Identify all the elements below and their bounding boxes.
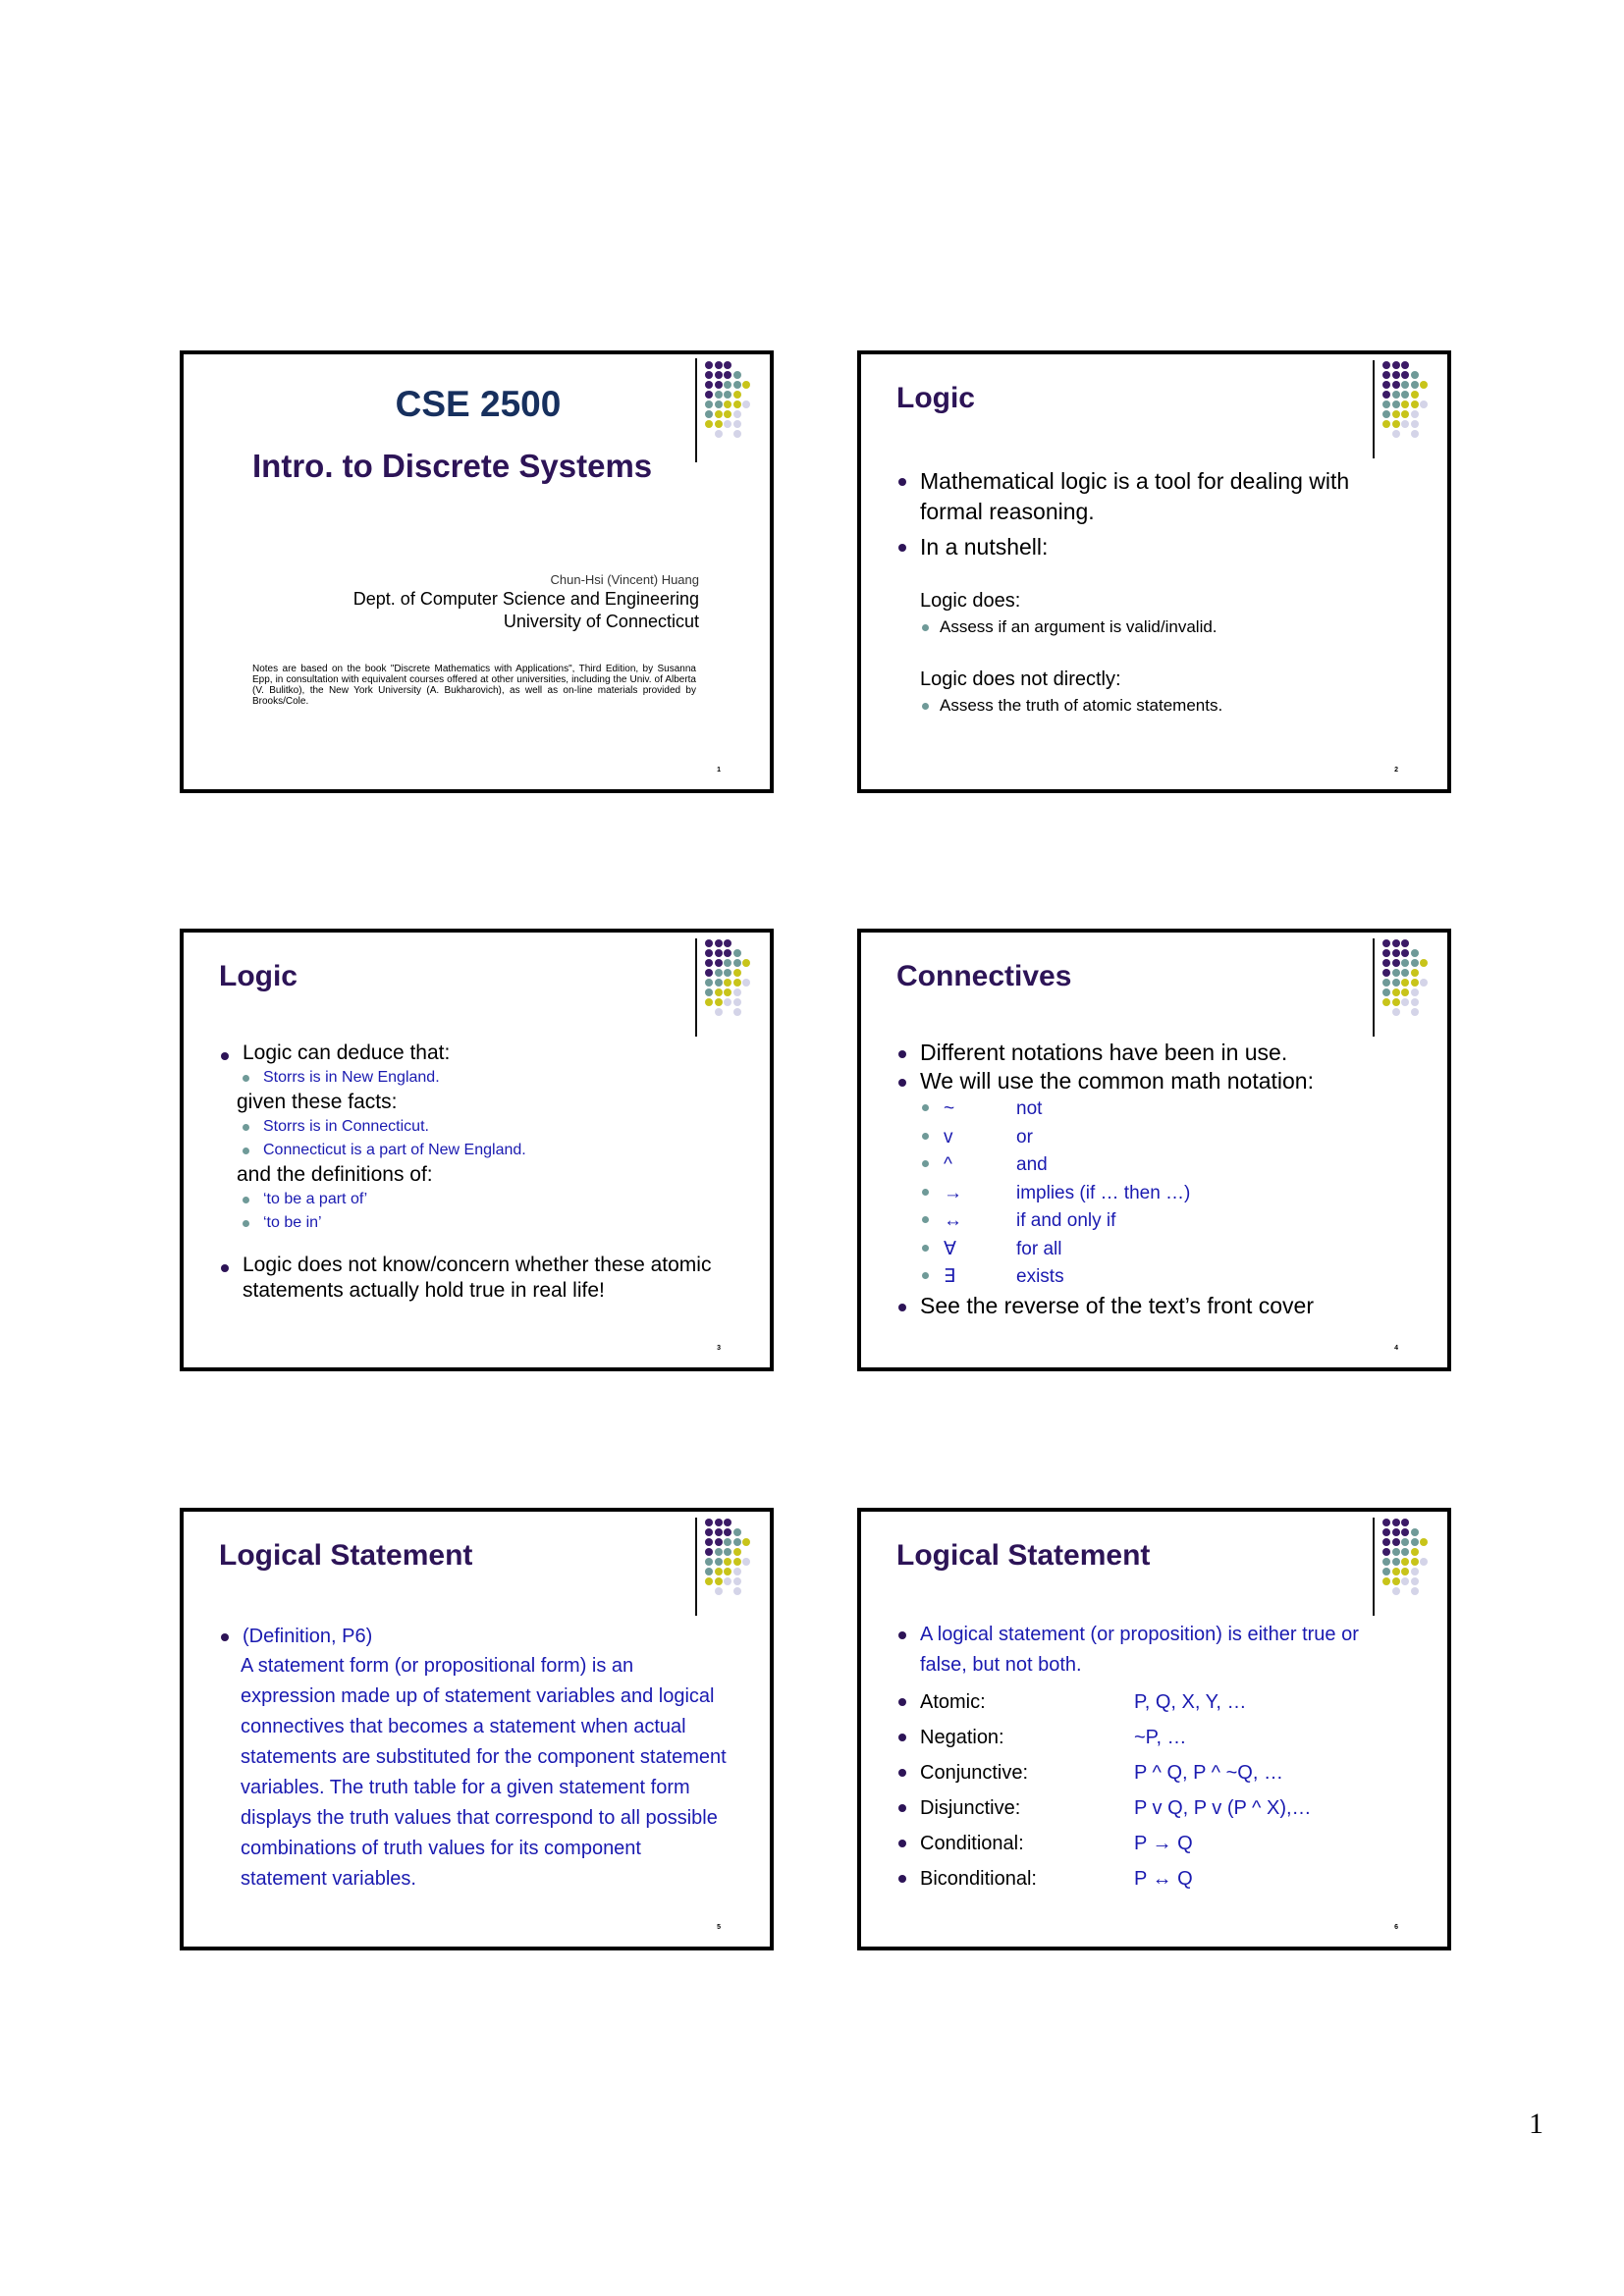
slide-4 [857,929,1451,1371]
decor-dot [733,371,741,379]
decor-dot [1401,420,1409,428]
decor-dot [715,430,723,438]
decor-dot [1382,939,1390,947]
decor-dot [1382,1548,1390,1556]
page-number: 1 [1529,2108,1543,2140]
sub-bullet: Assess the truth of atomic statements. [896,694,1408,718]
decor-dot [1411,979,1419,987]
decor-dot [742,959,750,967]
decor-dot [1392,430,1400,438]
decor-dot [1392,371,1400,379]
sub-bullet: Storrs is in Connecticut. [219,1115,731,1139]
connective-item [896,1095,1408,1124]
decor-dot [724,1548,731,1556]
decor-dot [1401,1519,1409,1526]
decor-dot [1411,391,1419,399]
decor-dot [1401,391,1409,399]
decor-dot [705,988,713,996]
decor-dot [1382,391,1390,399]
decor-dot [705,959,713,967]
connective-meaning: and [1016,1154,1048,1175]
decor-dot [1411,1587,1419,1595]
decor-dot [733,410,741,418]
decor-dot [1382,410,1390,418]
decor-dot [1411,381,1419,389]
decor-dot [1401,410,1409,418]
decor-dot [715,1548,723,1556]
decor-dot [1401,1528,1409,1536]
decor-dot [1401,979,1409,987]
decor-dot [715,1568,723,1575]
decor-dot [715,959,723,967]
decor-dot [705,979,713,987]
decor-dot [715,979,723,987]
decor-dot [724,1519,731,1526]
decor-dot [1382,988,1390,996]
decor-divider [1373,1518,1375,1616]
decor-dot [705,410,713,418]
statement-type-label: Negation: [920,1727,1004,1748]
decor-dot [724,400,731,408]
decor-dot [1382,381,1390,389]
decor-dot [715,1587,723,1595]
subheading: Logic does: [920,590,1021,612]
decor-dot [715,1519,723,1526]
statement-type-label: Conditional: [920,1833,1024,1854]
connective-symbol: v [944,1126,953,1148]
decor-dot [1382,1528,1390,1536]
decor-dot [705,969,713,977]
decor-divider [1373,938,1375,1037]
decor-dot [705,949,713,957]
decor-dot [733,1568,741,1575]
decor-dot [705,1548,713,1556]
connective-symbol: ^ [944,1154,952,1175]
connective-meaning: or [1016,1126,1033,1148]
decor-dot [1401,1548,1409,1556]
decor-dot [1401,988,1409,996]
decor-dot [1392,1008,1400,1016]
decor-dot [1392,1538,1400,1546]
decor-divider [695,358,697,462]
decor-dot [733,1548,741,1556]
connectives-list [896,1095,1408,1292]
decor-dot [742,381,750,389]
statement-type-label: Disjunctive: [920,1797,1021,1819]
decor-dot [1411,1558,1419,1566]
decor-dot [1382,1538,1390,1546]
decor-dot [1401,1538,1409,1546]
decor-dot [715,1528,723,1536]
decor-dot [1420,1558,1428,1566]
statement-type-row [896,1826,1408,1861]
decor-dot [1382,949,1390,957]
decor-dot [724,959,731,967]
decor-dot [1392,410,1400,418]
decor-dot [742,400,750,408]
decor-dot [715,361,723,369]
decor-dot [1382,1577,1390,1585]
decor-dot [1401,959,1409,967]
decor-dot [1392,1519,1400,1526]
decor-dot [1401,939,1409,947]
decor-divider [695,938,697,1037]
decor-dot [705,400,713,408]
decor-dot [1401,1577,1409,1585]
statement-type-example: P ↔ Q [1134,1868,1193,1890]
connective-symbol: ↔ [944,1210,962,1231]
decor-dot [715,410,723,418]
statement-type-example: P, Q, X, Y, … [1134,1691,1247,1713]
subheading: Logic does not directly: [920,668,1121,690]
decor-dot [1420,1538,1428,1546]
decor-dot [724,939,731,947]
decor-dot [705,420,713,428]
decor-dot [733,420,741,428]
slide-2 [857,350,1451,793]
decor-dot [715,949,723,957]
slide-5 [180,1508,774,1950]
decor-dot [733,430,741,438]
decor-dot [724,371,731,379]
definition-text: A statement form (or propositional form) is an expression made up of statement variables and logical connectives that becomes a statement when actual statements are substituted for the component statement variables. The truth table for a given statement form displays the truth values that correspond to all possible combinations of truth values for its component statement variables. [241,1655,727,1890]
subheading: and the definitions of: [237,1163,433,1186]
decor-dot [705,361,713,369]
decor-dot [1411,420,1419,428]
connective-symbol: ∀ [944,1238,956,1259]
decor-dot [724,381,731,389]
decor-dot [715,988,723,996]
decor-dot [1420,979,1428,987]
decor-dot [715,1558,723,1566]
slide-title: Logical Statement [896,1539,1151,1572]
connective-meaning: not [1016,1098,1043,1119]
slide-number: 4 [1394,1345,1398,1352]
decor-dot [1411,1568,1419,1575]
decor-dot [1382,371,1390,379]
decor-dot [715,969,723,977]
decor-dot [733,1538,741,1546]
course-title: Intro. to Discrete Systems [252,448,653,484]
connective-item [896,1180,1408,1208]
decor-dot [1392,1548,1400,1556]
connective-symbol: → [944,1182,962,1203]
bullet: Different notations have been in use. [896,1039,1408,1067]
statement-type-row [896,1755,1408,1790]
decor-dot [1401,381,1409,389]
dots-decoration-icon [1382,939,1432,1018]
decor-dot [733,381,741,389]
decor-dot [733,1008,741,1016]
decor-dot [1382,959,1390,967]
slide-body [896,1620,1408,1896]
notes: Notes are based on the book "Discrete Mathematics with Applications", Third Edition, by Susanna Epp, in consultation with equivalent courses offered at other universities, including the Univ. of Alberta (V. Bulitko), the New York University (A. Bukharovich), as well as on-line materials provided by Brooks/Cole. [252,664,696,707]
decor-dot [1411,400,1419,408]
decor-dot [705,1558,713,1566]
decor-dot [715,371,723,379]
connective-meaning: if and only if [1016,1210,1116,1231]
decor-dot [1382,979,1390,987]
decor-dot [1411,1008,1419,1016]
decor-dot [1420,381,1428,389]
decor-dot [1392,979,1400,987]
decor-dot [1392,939,1400,947]
decor-dot [1392,969,1400,977]
statement-type-label: Atomic: [920,1691,986,1713]
bullet: Logic does not know/concern whether these atomic statements actually hold true in real life! [219,1253,731,1304]
decor-dot [1411,998,1419,1006]
statement-type-example: P → Q [1134,1833,1193,1854]
dots-decoration-icon [705,939,754,1018]
decor-dot [715,400,723,408]
decor-dot [715,1577,723,1585]
decor-dot [742,1538,750,1546]
decor-dot [1382,998,1390,1006]
decor-dot [1411,1528,1419,1536]
slide-body [896,1039,1408,1320]
decor-dot [1392,391,1400,399]
decor-dot [715,998,723,1006]
decor-dot [705,1568,713,1575]
statement-type-label: Biconditional: [920,1868,1037,1890]
sub-bullet: Assess if an argument is valid/invalid. [896,615,1408,639]
slide-3 [180,929,774,1371]
decor-dot [1392,420,1400,428]
bullet: Logic can deduce that: [219,1041,731,1066]
decor-dot [705,1577,713,1585]
course-code: CSE 2500 [395,384,562,424]
decor-dot [705,1528,713,1536]
decor-dot [705,371,713,379]
decor-dot [724,988,731,996]
decor-dot [705,391,713,399]
decor-dot [705,1538,713,1546]
decor-dot [724,1538,731,1546]
decor-dot [1382,1568,1390,1575]
decor-dot [1411,988,1419,996]
decor-dot [742,1558,750,1566]
decor-dot [1392,381,1400,389]
decor-dot [733,1587,741,1595]
slide-title: Logic [896,382,975,414]
decor-dot [1392,949,1400,957]
decor-dot [705,939,713,947]
decor-dot [724,420,731,428]
decor-dot [1411,1548,1419,1556]
decor-dot [1382,420,1390,428]
affiliation [353,588,699,633]
decor-dot [724,391,731,399]
decor-dot [1382,1519,1390,1526]
decor-dot [724,949,731,957]
bullet: We will use the common math notation: [896,1067,1408,1095]
decor-dot [1392,959,1400,967]
decor-dot [733,391,741,399]
statement-type-label: Conjunctive: [920,1762,1029,1784]
decor-dot [733,1528,741,1536]
decor-dot [1411,1538,1419,1546]
subheading: given these facts: [237,1091,398,1113]
connective-item [896,1263,1408,1292]
decor-dot [1401,1568,1409,1575]
decor-dot [1382,1558,1390,1566]
sub-bullet: Connecticut is a part of New England. [219,1139,731,1162]
decor-dot [733,1558,741,1566]
decor-dot [724,979,731,987]
decor-dot [1392,988,1400,996]
sub-bullet: ‘to be in’ [219,1211,731,1235]
department: Dept. of Computer Science and Engineering [352,589,699,609]
decor-dot [733,988,741,996]
decor-dot [705,1519,713,1526]
decor-dot [733,959,741,967]
decor-dot [1392,361,1400,369]
bullet: In a nutshell: [896,532,1408,562]
dots-decoration-icon [1382,1519,1432,1597]
decor-dot [1411,949,1419,957]
connective-item [896,1151,1408,1180]
statement-type-row [896,1861,1408,1896]
connective-symbol: ~ [944,1098,955,1119]
slide-title: Connectives [896,960,1072,992]
decor-dot [733,400,741,408]
connective-meaning: exists [1016,1266,1064,1287]
decor-dot [1411,1577,1419,1585]
decor-dot [724,1528,731,1536]
decor-dot [1392,400,1400,408]
decor-dot [733,998,741,1006]
decor-dot [1411,371,1419,379]
connective-item [896,1207,1408,1236]
decor-dot [724,998,731,1006]
decor-dot [724,1568,731,1575]
author: Chun-Hsi (Vincent) Huang [550,572,699,587]
decor-dot [715,1008,723,1016]
decor-dot [724,410,731,418]
decor-dot [1420,400,1428,408]
statement-type-row [896,1684,1408,1720]
connective-item [896,1236,1408,1264]
decor-dot [1411,959,1419,967]
decor-dot [1401,400,1409,408]
connective-item [896,1124,1408,1152]
decor-dot [724,1577,731,1585]
slide-body [896,466,1408,718]
decor-dot [1411,969,1419,977]
decor-dot [742,979,750,987]
statement-type-example: ~P, … [1134,1727,1187,1748]
slide-body [219,1622,731,1895]
decor-dot [1382,361,1390,369]
decor-dot [1382,969,1390,977]
bullet: (Definition, P6) [219,1622,731,1651]
slide-number: 2 [1394,767,1398,774]
decor-dot [733,1577,741,1585]
slide-number: 1 [717,767,721,774]
slide-6 [857,1508,1451,1950]
decor-dot [1392,1568,1400,1575]
bullet: Mathematical logic is a tool for dealing with formal reasoning. [896,466,1408,527]
statement-type-row [896,1720,1408,1755]
decor-dot [1392,998,1400,1006]
decor-dot [733,969,741,977]
decor-dot [705,381,713,389]
bullet: A logical statement (or proposition) is either true or false, but not both. [896,1620,1408,1681]
decor-dot [724,1558,731,1566]
statement-type-example: P ^ Q, P ^ ~Q, … [1134,1762,1283,1784]
decor-dot [1392,1577,1400,1585]
decor-divider [695,1518,697,1616]
dots-decoration-icon [1382,361,1432,440]
decor-dot [1401,969,1409,977]
decor-dot [1401,998,1409,1006]
decor-dot [733,979,741,987]
decor-dot [715,1538,723,1546]
decor-dot [1411,430,1419,438]
dots-decoration-icon [705,1519,754,1597]
university: University of Connecticut [503,612,699,631]
slide-title: Logic [219,960,298,992]
connective-symbol: ∃ [944,1266,956,1287]
statement-type-example: P v Q, P v (P ^ X),… [1134,1797,1312,1819]
decor-dot [715,939,723,947]
slide-title: Logical Statement [219,1539,473,1572]
decor-dot [705,998,713,1006]
slide-number: 6 [1394,1924,1398,1931]
slide-1 [180,350,774,793]
bullet: See the reverse of the text’s front cover [896,1292,1408,1320]
slide-number: 5 [717,1924,721,1931]
decor-dot [1401,949,1409,957]
decor-dot [724,361,731,369]
decor-dot [1382,400,1390,408]
decor-dot [724,969,731,977]
decor-dot [715,381,723,389]
decor-dot [1401,371,1409,379]
sub-bullet: Storrs is in New England. [219,1066,731,1090]
decor-dot [1401,361,1409,369]
connective-meaning: implies (if … then …) [1016,1182,1191,1203]
decor-dot [733,949,741,957]
decor-dot [715,420,723,428]
decor-dot [1411,410,1419,418]
sub-bullet: ‘to be a part of’ [219,1188,731,1211]
dots-decoration-icon [705,361,754,440]
decor-dot [1392,1558,1400,1566]
slide-number: 3 [717,1345,721,1352]
slide-body [219,1041,731,1304]
connective-meaning: for all [1016,1238,1062,1259]
decor-dot [1392,1528,1400,1536]
decor-dot [1392,1587,1400,1595]
statement-type-row [896,1790,1408,1826]
decor-dot [1420,959,1428,967]
decor-divider [1373,360,1375,458]
decor-dot [715,391,723,399]
decor-dot [1401,1558,1409,1566]
